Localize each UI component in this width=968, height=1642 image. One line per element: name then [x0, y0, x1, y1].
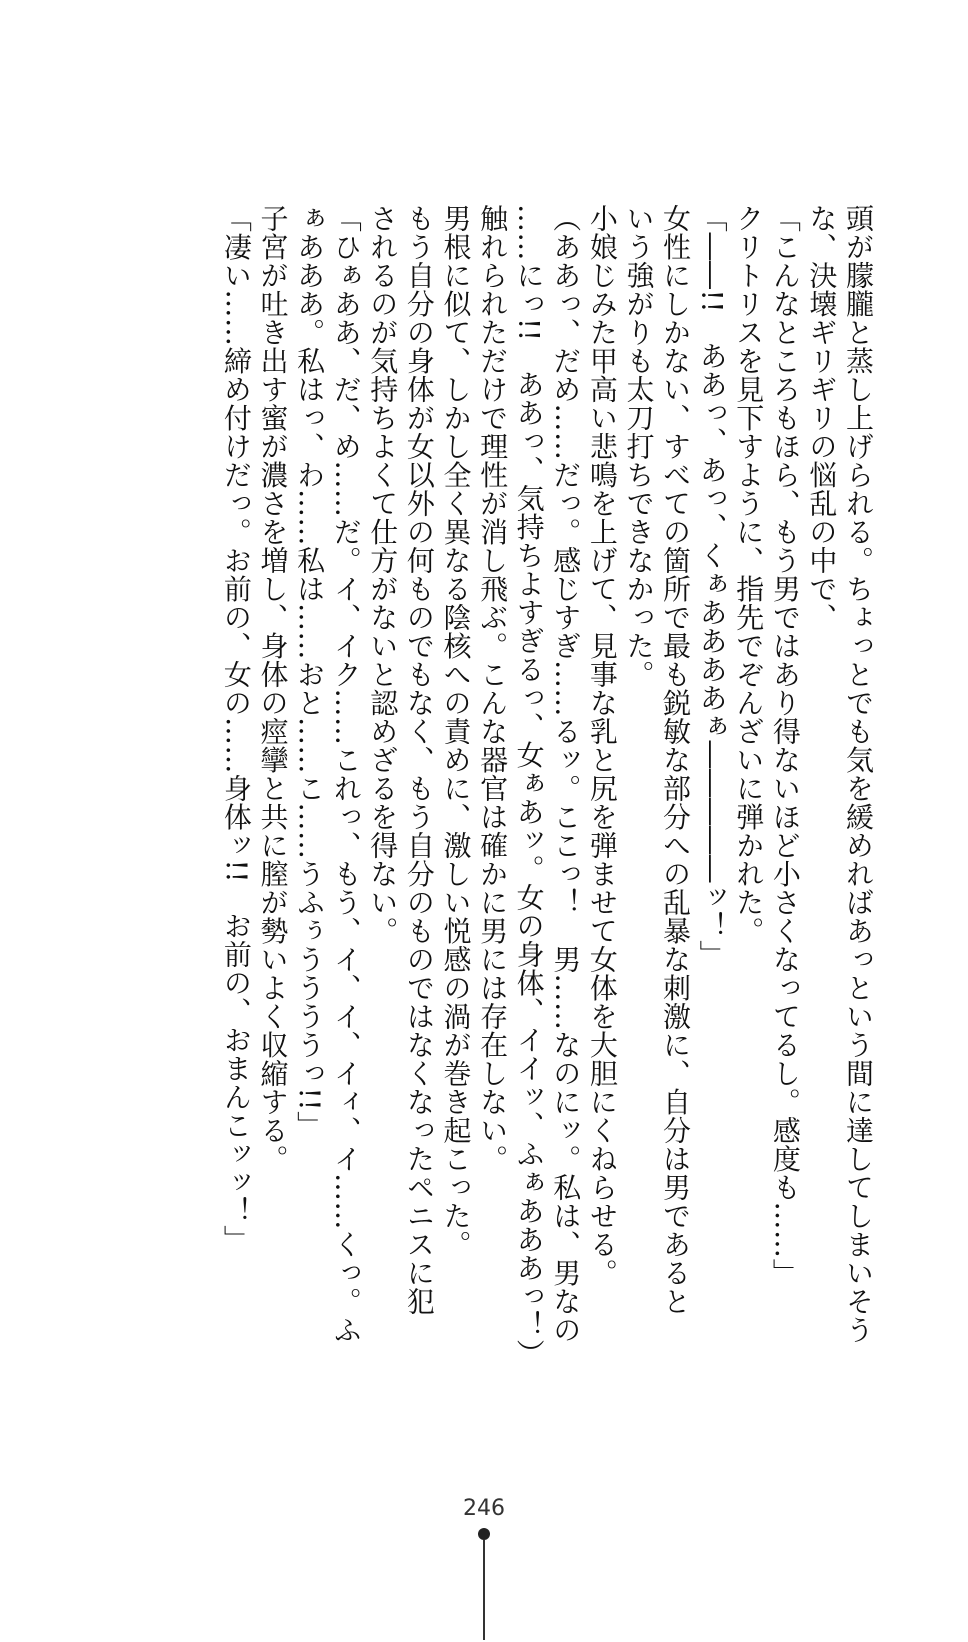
text-line: 触れられただけで理性が消し飛ぶ。こんな器官は確かに男には存在しない。 — [476, 204, 510, 1173]
body-text — [217, 204, 876, 1368]
text-line: もう自分の身体が女以外の何ものでもなく、もう自分のものではなくなったペニスに犯 — [402, 204, 436, 1316]
text-line: されるのが気持ちよくて仕方がないと認めざるを得ない。 — [366, 204, 400, 945]
text-line: 「――!! ああっ、あっ、くぁああああぁ―――――ッ！」 — [695, 204, 729, 969]
text-line: 「ひぁああ、だ、め……だ。イ、イク……これっ、もう、イ、イ、イィ、イ……くっ。ふ — [329, 204, 363, 1344]
page-marker-line — [483, 1540, 485, 1640]
text-line: ……にっ!! ああっ、気持ちよすぎるっ、女ぁあッ。女の身体、イイッ、ふぁあああっ！） — [512, 204, 546, 1368]
page-marker-dot — [478, 1528, 490, 1540]
text-line: 小娘じみた甲高い悲鳴を上げて、見事な乳と尻を弾ませて女体を大胆にくねらせる。 — [585, 204, 619, 1287]
page-number: 246 — [463, 1496, 505, 1521]
text-line: 頭が朦朧と蒸し上げられる。ちょっとでも気を緩めればあっという間に達してしまいそう — [842, 204, 875, 1344]
text-line: 女性にしかない、すべての箇所で最も鋭敏な部分への乱暴な刺激に、自分は男であると — [659, 204, 693, 1316]
text-line: な、決壊ギリギリの悩乱の中で、 — [805, 204, 839, 632]
text-line: 「凄い……締め付けだっ。お前の、女の……身体ッ!! お前の、おまんこッッ！」 — [219, 204, 253, 1254]
text-line: 子宮が吐き出す蜜が濃さを増し、身体の痙攣と共に膣が勢いよく収縮する。 — [256, 204, 290, 1173]
text-line: ぁあああ。私はっ、わ……私は……おと……こ……うふぅううううっ!!」 — [293, 204, 327, 1140]
text-line: いう強がりも太刀打ちできなかった。 — [622, 204, 656, 689]
text-line: 男根に似て、しかし全く異なる陰核への責めに、激しい悦感の渦が巻き起こった。 — [439, 204, 473, 1259]
text-line: （ああっ、だめ……だっ。感じすぎ……るッ。ここっ！ 男……なのにッ。私は、男なの — [549, 204, 583, 1344]
text-line: クリトリスを見下すように、指先でぞんざいに弾かれた。 — [732, 204, 766, 945]
text-line: 「こんなところもほら、もう男ではあり得ないほど小さくなってるし。感度も……」 — [768, 204, 802, 1287]
